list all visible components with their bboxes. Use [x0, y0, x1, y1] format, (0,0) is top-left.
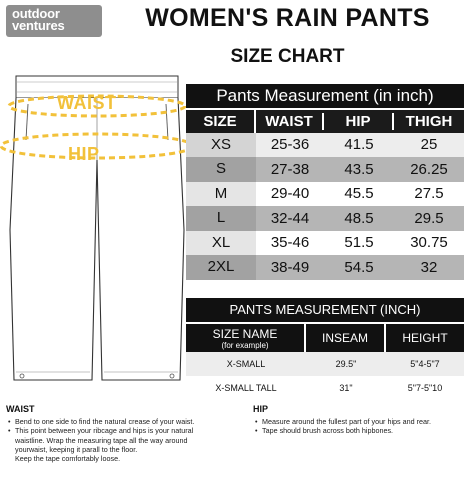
size-cell: M [186, 182, 256, 207]
list-item: • Bend to one side to find the natural crease of your waist. [8, 417, 248, 426]
table-row [186, 133, 464, 158]
brand-logo [6, 5, 102, 37]
hip-cell: 41.5 [344, 136, 374, 154]
inseam-table [186, 298, 464, 400]
size-cell: XL [186, 231, 256, 256]
thigh-cell: 25 [420, 136, 438, 154]
size-name-sublabel: (for example) [221, 340, 269, 350]
list-item: • Measure around the fullest part of your hips and rear. [255, 417, 465, 426]
hip-note-list [255, 417, 465, 436]
waist-note-title: WAIST [6, 404, 35, 414]
inseam-cell: 29.5" [335, 359, 357, 369]
list-item: Keep the tape comfortably loose. [15, 454, 121, 464]
size-name-label: SIZE NAME [212, 326, 278, 341]
hip-cell: 54.5 [344, 258, 374, 276]
page-subtitle: SIZE CHART [230, 46, 345, 67]
size-name-cell: X-SMALL TALL [215, 383, 277, 393]
pants-illustration [0, 60, 210, 400]
col-size-name-header [186, 324, 306, 352]
list-item: yourwaist, keeping it parall to the floor. [15, 444, 138, 454]
table-row [186, 157, 464, 182]
table1-header-row [186, 108, 464, 133]
col-height-header [386, 324, 464, 352]
hip-cell: 45.5 [344, 185, 374, 203]
hip-cell: 48.5 [344, 209, 374, 227]
thigh-cell: 29.5 [414, 209, 444, 227]
waist-cell: 25-36 [270, 136, 310, 154]
height-cell: 5"4-5"7 [410, 359, 440, 369]
thigh-cell: 26.25 [410, 160, 448, 178]
inseam-label: INSEAM [321, 331, 368, 345]
waist-cell: 29-40 [270, 185, 310, 203]
table2-header-row [186, 322, 464, 352]
col-thigh-header: THIGH [405, 112, 453, 130]
height-cell: 5"7-5"10 [407, 383, 443, 393]
height-label: HEIGHT [402, 331, 448, 345]
table-row [186, 231, 464, 256]
waist-cell: 27-38 [270, 160, 310, 178]
size-cell: S [186, 157, 256, 182]
hip-label: HIP [68, 144, 100, 164]
waist-cell: 35-46 [270, 234, 310, 252]
col-hip-header: HIP [324, 113, 394, 130]
waist-cell: 38-49 [270, 258, 310, 276]
col-waist-header: WAIST [256, 113, 324, 130]
list-item: waistline. Wrap the measuring tape all the way around [15, 435, 188, 445]
size-cell: L [186, 206, 256, 231]
list-item: • This point between your ribcage and hips is your natural [8, 426, 248, 435]
size-name-cell: X-SMALL [226, 359, 266, 369]
table-row [186, 206, 464, 231]
hip-cell: 51.5 [344, 234, 374, 252]
size-chart-table [186, 84, 464, 280]
table-row [186, 182, 464, 207]
hip-cell: 43.5 [344, 160, 374, 178]
col-inseam-header [306, 324, 386, 352]
table-row [186, 255, 464, 280]
inseam-cell: 31" [339, 383, 353, 393]
hip-note-title: HIP [253, 404, 269, 414]
table1-title: Pants Measurement (in inch) [186, 84, 464, 108]
logo-line-2: ventures [12, 18, 65, 33]
waist-cell: 32-44 [270, 209, 310, 227]
table-row [186, 352, 464, 376]
table-row [186, 376, 464, 400]
list-item: • Tape should brush across both hipbones. [255, 426, 465, 435]
page-title: WOMEN'S RAIN PANTS [145, 4, 430, 32]
thigh-cell: 27.5 [414, 185, 444, 203]
logo-line-1: outdoor [12, 6, 60, 21]
thigh-cell: 30.75 [410, 234, 448, 252]
waist-note-list [8, 417, 248, 463]
size-cell: XS [186, 133, 256, 158]
size-cell: 2XL [186, 255, 256, 280]
table2-title: PANTS MEASUREMENT (INCH) [186, 298, 464, 322]
thigh-cell: 32 [420, 258, 438, 276]
col-size-header: SIZE [186, 110, 256, 133]
waist-label: WAIST [57, 93, 117, 113]
